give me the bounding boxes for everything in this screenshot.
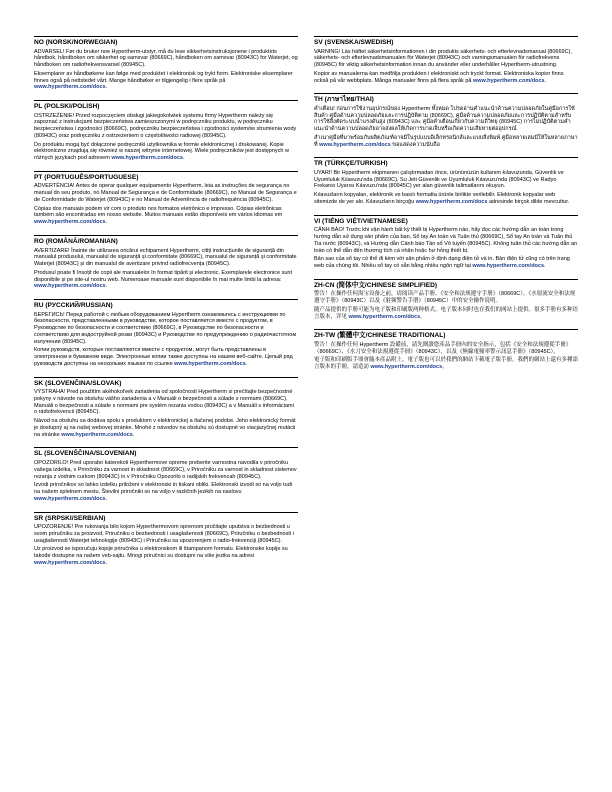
- section-zh-cn: [314, 279, 578, 321]
- section-paragraph: Cópias dos manuais podem vir com o produto nos formatos eletrônico e impresso. Cópias eletrônicas também são encontradas em nosso website. Muitos manuais estão disponíveis em vários idiomas em www.hypertherm.com/docs.: [34, 205, 283, 226]
- section-heading: NO (NORSK/NORWEGIAN): [34, 39, 118, 46]
- docs-link[interactable]: www.hypertherm.com/docs: [61, 431, 133, 438]
- section-heading: ZH-TW (繁體中文/CHINESE TRADITIONAL): [314, 332, 446, 340]
- section-heading: RU (РУССКИЙ/RUSSIAN): [34, 302, 113, 310]
- docs-link[interactable]: www.hypertherm.com/docs: [174, 360, 246, 367]
- section-paragraph: UYARI! Bir Hypertherm ekipmanını çalıştırmadan önce, ürününüzün kullanım kılavuzunda, Güvenlik ve Uyumluluk Kılavuzu'nda (80669C), Su Jeti Güvenlik ve Uyumluluk Kılavuzu'nda (80943C) ve Radyo Frekansı Uyarısı Kılavuzu'nda (80945C) yer alan güvenlik talimatlarını okuyun.: [314, 169, 564, 190]
- section-paragraph: 電子版和印刷版手冊會隨本產品附上。電子版也可以於我們的網站下載電子版手冊。我們的網站上還有多種語言版本的手冊，請造訪 www.hypertherm.com/docs。: [314, 357, 579, 371]
- section-paragraph: AVERTIZARE! Înainte de utilizarea oricărui echipament Hypertherm, citiți instrucțiunile de siguranță din manualul produsului, manualul de siguranță și conformitate (80669C), manualul de siguranță și conformitate Waterjet (80943C) și din manualul de avertizare privind radiofrecvența (80945C).: [34, 247, 297, 268]
- section-ru: [34, 299, 298, 368]
- section-heading: SR (SRPSKI/SERBIAN): [34, 514, 106, 522]
- section-paragraph: Bản sao của sổ tay có thể đi kèm với sản phẩm ở định dạng điện tử và in. Bản điện tử cũng có trên trang web của chúng tôi. Nhiều sổ tay có sẵn bằng nhiều ngôn ngữ tại www.hypertherm.com/docs.: [314, 256, 570, 270]
- section-paragraph: OPOZORILO! Pred uporabo katerekoli Hyperthermove opreme preberite varnostna navodila v priročniku vašega izdelka, v Priročniku za varnost in skladnost (80669C), v Priročniku za varnost in skladnost sistemov rezanja z vodnim curkom (80943C) in v Priročniku Opozorilo o radijskih frekvencah (80945C).: [34, 460, 297, 480]
- section-paragraph: Návod na obsluhu sa dodáva spolu s produktom v elektronickej a tlačenej podobe. Jeho elektronický formát je dostupný aj na našej webovej stránke. Mnohé z návodov na obsluhu sú dostupné vo viacjazyčnej mutácii na stránke www.hypertherm.com/docs.: [34, 418, 296, 438]
- section-heading: SL (SLOVENŠČINA/SLOVENIAN): [34, 450, 137, 458]
- docs-link[interactable]: www.hypertherm.com/docs: [34, 559, 106, 566]
- section-heading: RO (ROMÂNĂ/ROMANIAN): [34, 237, 118, 245]
- section-paragraph: คำเตือน! ก่อนการใช้งานอุปกรณ์ของ Hypertherm ทั้งหมด โปรดอ่านคำแนะนำด้านความปลอดภัยในคู่มือการใช้สินค้า คู่มือด้านความปลอดภัยและการปฏิบัติตาม (80669C), คู่มือด้านความปลอดภัยและการปฏิบัติตามสำหรับการใช้สิ่งตัดระบบน้ำแรงดันสูง (80943C) และ คู่มือคำเตือนเกี่ยวกับความถี่วิทยุ (80945C) การไม่ปฏิบัติตามคำแนะนำด้านความปลอดภัยอาจส่งผลให้เกิดการบาดเจ็บหรือเกิดความเสียหายต่ออุปกรณ์: [314, 105, 575, 133]
- docs-link[interactable]: www.hypertherm.com/docs: [34, 84, 106, 91]
- section-no: [34, 36, 298, 91]
- section-th: [314, 93, 578, 148]
- section-heading: SV (SVENSKA/SWEDISH): [314, 39, 394, 46]
- docs-link[interactable]: www.hypertherm.com/docs: [348, 313, 421, 320]
- section-paragraph: Do produktu mogą być dołączone podręczniki użytkownika w formie elektronicznej i drukowanej. Kopie elektroniczne znajdują się również w naszej witrynie internetowej. Wiele podręczników jest dostępnych w różnych językach pod adresem www.hypertherm.com/docs.: [34, 141, 289, 162]
- section-heading: PL (POLSKI/POLISH): [34, 103, 100, 111]
- section-paragraph: 随产品提供的手册可能为电子版和印刷版两种格式。电子版本同时也在我们的网站上提供。很多手册有多种语言版本，详见 www.hypertherm.com/docs。: [314, 306, 579, 320]
- section-heading: PT (PORTUGUÊS/PORTUGUESE): [34, 173, 139, 181]
- docs-link[interactable]: www.hypertherm.com/docs: [415, 198, 488, 205]
- section-heading: TR (TÜRKÇE/TURKISH): [314, 160, 388, 168]
- section-sv: [314, 36, 578, 84]
- section-paragraph: Uz proizvod se isporučuju kopije priručnika u elektronskom ili štampanom formatu. Elektronske kopije su takođe dostupne na našem veb-sajtu. Mnogi priručnici su dostupni na više jezika na adresi www.hypertherm.com/docs.: [34, 546, 288, 566]
- section-paragraph: CẢNH BÁO! Trước khi vận hành bất kỳ thiết bị Hypertherm nào, hãy đọc các hướng dẫn an toàn trong hướng dẫn sử dụng sản phẩm của bạn, Sổ tay An toàn và Tuân thủ (80669C), Sổ tay An toàn và Tuân thủ Tia nước (80943C), và Hướng dẫn Cảnh báo Tần số Vô tuyến (80945C). Không tuân thủ các hướng dẫn an toàn có thể dẫn đến thương tích cá nhân hoặc hư hỏng thiết bị.: [314, 227, 578, 254]
- section-paragraph: ADVERTÊNCIA! Antes de operar qualquer equipamento Hypertherm, leia as instruções de segurança no manual do seu produto, no Manual de Segurança e de Conformidade (80669C), no Manual de Segurança e de Conformidade do Waterjet (80943C) e no Manual de Advertência de radiofrequência (80945C).: [34, 183, 297, 203]
- section-paragraph: Izvodi priročnikov so lahko izdelku priloženi v elektronski in tiskani obliki. Elektronski izvodi so na voljo tudi na našem spletnem mestu. Številni priročniki so na voljo v različnih jezikih na naslovu www.hypertherm.com/docs.: [34, 482, 293, 502]
- section-paragraph: สำเนาคู่มือที่มาพร้อมกับผลิตภัณฑ์อาจมีในรูปแบบอิเล็กทรอนิกส์และแบบสิ่งพิมพ์ คู่มือหลายเล่มมีให้ในหลายภาษาที่ www.hypertherm.com/docs ขอแสดงความนับถือ: [314, 134, 578, 148]
- section-paragraph: Копии руководств, которые поставляются вместе с продуктом, могут быть представлены в электронном и бумажном виде. Электронные копии также доступны на нашем веб-сайте. Целый ряд руководств доступны на нескольких языках по ссылке www.hypertherm.com/docs.: [34, 347, 293, 367]
- section-paragraph: Eksemplarer av håndbøkene kan følge med produktet i elektronisk og trykt form. Elektroniske eksemplarer finnes også på nettstedet vårt. Mange håndbøker er tilgjengelig i flere språk på www.hypertherm.com/docs.: [34, 70, 293, 91]
- section-tr: [314, 157, 578, 205]
- section-paragraph: OSTRZEŻENIE! Przed rozpoczęciem obsługi jakiegokolwiek systemu firmy Hypertherm należy się zapoznać z instrukcjami bezpieczeństwa zamieszczonymi w podręczniku produktu, w podręczniku bezpieczeństwa i zgodności (80669C), podręczniku bezpieczeństwa i zgodności systemów strumienia wody (80943C) oraz podręczniku z ostrzeżeniem o częstotliwości radiowej (80945C).: [34, 112, 297, 139]
- section-paragraph: VÝSTRAHA! Pred použitím akéhokoľvek zariadenia od spoločnosti Hypertherm si prečítajte bezpečnostné pokyny v návode na obsluhu vášho zariadenia a v Manuáli o bezpečnosti a súlade s normami (80669C), Manuáli o bezpečnosti a súlade s normami pre systém rezania vodou (80943C) a v Manuáli s informáciami o rádiofrekvencii (80945C).: [34, 389, 294, 416]
- docs-link[interactable]: www.hypertherm.com/docs: [34, 283, 106, 290]
- section-paragraph: VARNING! Läs häftet säkerhetsinformationen i din produkts säkerhets- och efterlevnadsmanual (80669C), säkerhets- och efterlevnadsmanualen för Waterjet (80943C) och varningsmanualen för radiofrekvens (80945C) för viktig säkerhetsinformation innan du använder eller underhåller Hypertherm-utrustning.: [314, 48, 572, 69]
- right-column: [314, 36, 578, 380]
- section-sk: [34, 377, 298, 439]
- section-heading: TH (ภาษาไทย/THAI): [314, 96, 374, 104]
- section-paragraph: UPOZORENJE! Pre rukovanja bilo kojom Hyperthermovom opremom pročitajte uputstva o bezbednosti u svom priručniku za proizvod, Priručniku o bezbednosti i usaglašenosti (80669C), Priručniku o bezbednosti i usaglašenosti Waterjet tehnologije (80943C) i Priručniku sa upozorenjem o radio-frekvenciji (80945C).: [34, 524, 294, 544]
- section-heading: ZH-CN (简体中文/CHINESE SIMPLIFIED): [314, 281, 438, 289]
- section-vi: [314, 215, 578, 270]
- left-column: [34, 36, 298, 576]
- section-pl: [34, 100, 298, 162]
- section-heading: VI (TIẾNG VIỆT/VIETNAMESE): [314, 217, 408, 225]
- section-paragraph: Produsul poate fi însoțit de copii ale manualelor în format tipărit și electronic. Exemplarele electronice sunt disponibile și pe site-ul nostru web. Numeroase manuale sunt disponibile în mai multe limbi la adresa: www.hypertherm.com/docs.: [34, 269, 293, 290]
- section-paragraph: Kopior av manualerna kan medfölja produkten i elektroniskt och tryckt format. Elektroniska kopior finns också på vår webbplats. Många manualer finns på flera språk på www.hypertherm.com/docs.: [314, 70, 564, 84]
- docs-link[interactable]: www.hypertherm.com/docs: [34, 219, 106, 226]
- section-sr: [34, 512, 298, 567]
- section-paragraph: 警告！在操作任何海宝设备之前，请阅读产品手册、《安全和法规遵守手册》（80669C）、《水射流安全和法规遵守手册》（80943C）以及《射频警告手册》（80945C）中的安全操作说明。: [314, 291, 576, 305]
- docs-link[interactable]: www.hypertherm.com/docs: [370, 364, 443, 371]
- section-paragraph: БЕРЕГИСЬ! Перед работой с любым оборудованием Hypertherm ознакомьтесь с инструкциями по безопасности, представленными в руководстве, которое поставляется вместе с продуктом, в Руководстве по безопасности и соответствию (80669C), в Руководстве по безопасности и соответствию для водоструйной резки (80943C) и Руководстве по предупреждению о радиочастотном излучении (80945C).: [34, 311, 297, 345]
- section-paragraph: ADVARSEL! Før du bruker noe Hypertherm-utstyr, må du lese sikkerhetsinstruksjonene i produktets håndbok, håndboken om sikkerhet og samsvar (80669C), håndboken om samsvar (80943C) for Waterjet, og håndboken om radiofrekvensvarsel (80945C).: [34, 48, 298, 69]
- section-heading: SK (SLOVENČINA/SLOVAK): [34, 379, 122, 387]
- docs-link[interactable]: www.hypertherm.com/docs: [319, 141, 391, 148]
- section-sl: [34, 447, 298, 502]
- document-page: [34, 36, 578, 752]
- section-paragraph: Kılavuzların kopyaları, elektronik ve basılı formatta ürünle birlikte verilebilir. Elektronik kopyalar web sitemizde de yer alır. Kılavuzların birçoğu www.hypertherm.com/docs adresinde birçok dilde mevcuttur.: [314, 192, 570, 205]
- docs-link[interactable]: www.hypertherm.com/docs: [472, 263, 545, 270]
- section-pt: [34, 171, 298, 226]
- section-ro: [34, 235, 298, 290]
- section-paragraph: 警告！在操作任何 Hypertherm 設備前，請先閱讀您產品手冊內的安全指示，包括《安全和法規遵從手冊》（80669C）、《水刀安全和法規遵從手冊》（80943C），以及《無線電頻率警示訊息手冊》（80945C）。: [314, 341, 572, 355]
- docs-link[interactable]: www.hypertherm.com/docs: [472, 77, 545, 84]
- docs-link[interactable]: www.hypertherm.com/docs: [34, 495, 106, 502]
- section-zh-tw: [314, 329, 578, 371]
- docs-link[interactable]: www.hypertherm.com/docs: [111, 155, 183, 162]
